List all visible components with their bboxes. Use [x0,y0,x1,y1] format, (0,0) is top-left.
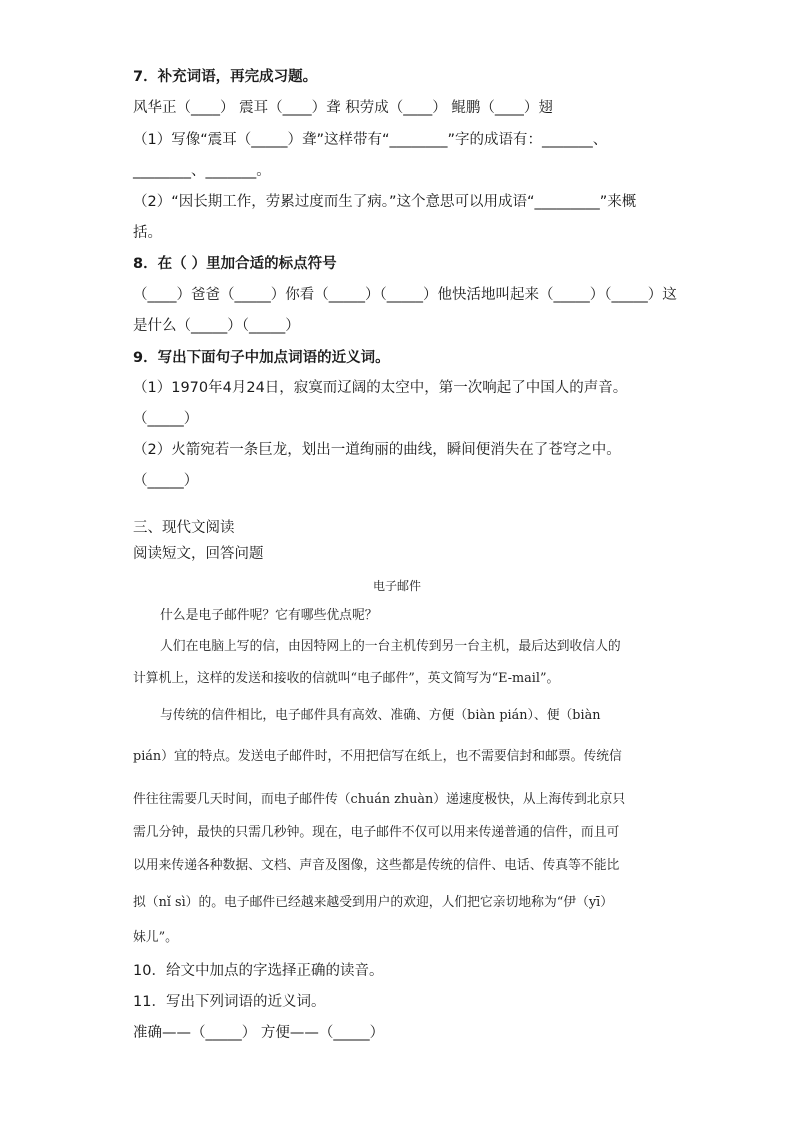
q9-sentence2: （2）火箭宛若一条巨龙，划出一道绚丽的曲线，瞬间便消失在了苍穹之中。 [133,442,621,458]
section-heading: 三、现代文阅读 [133,520,235,536]
passage-paragraph-3-line5: 以用来传递各种数据、文档、声音及图像，这些都是传统的信件、电话、传真等不能比 [133,858,620,873]
passage-paragraph-2-line1: 人们在电脑上写的信，由因特网上的一台主机传到另一台主机，最后达到收信人的 [160,639,621,654]
passage-paragraph-1: 什么是电子邮件呢？它有哪些优点呢？ [160,608,378,623]
section-instruction: 阅读短文，回答问题 [133,546,264,562]
q11-line: 准确——（_____） 方便——（_____） [133,1025,385,1041]
q7-sub2-line2: 括。 [133,225,162,241]
q8-line2: 是什么（_____）（_____） [133,318,300,334]
q7-title: 7．补充词语，再完成习题。 [133,69,318,85]
q10-title: 10．给文中加点的字选择正确的读音。 [133,963,384,979]
q7-sub1-line2: ________、_______。 [133,163,271,179]
q7-sub2-line1: （2）“因长期工作，劳累过度而生了病。”这个意思可以用成语“_________”来概 [133,194,637,210]
q8-title: 8．在（ ）里加合适的标点符号 [133,256,337,272]
passage-paragraph-2-line2: 计算机上，这样的发送和接收的信就叫“电子邮件”，英文简写为“E-mail”。 [133,671,560,686]
q7-sub1-line1: （1）写像“震耳（_____）聋”这样带有“________”字的成语有：_______、 [133,132,608,148]
q9-answer1: （_____） [133,411,199,427]
passage-paragraph-3-line3: 件往往需要几天时间，而电子邮件传（chuán zhuàn）递速度极快，从上海传到北京只 [133,792,626,807]
passage-paragraph-3-line2: pián）宜的特点。发送电子邮件时，不用把信写在纸上，也不需要信封和邮票。传统信 [133,749,622,764]
q9-answer2: （_____） [133,473,199,489]
passage-title: 电子邮件 [372,579,421,593]
q9-sentence1: （1）1970年4月24日，寂寞而辽阔的太空中，第一次响起了中国人的声音。 [133,380,628,396]
passage-paragraph-3-line1: 与传统的信件相比，电子邮件具有高效、准确、方便（biàn pián）、便（biàn [160,708,601,723]
q11-title: 11．写出下列词语的近义词。 [133,994,326,1010]
q8-line1: （____）爸爸（_____）你看（_____）（_____）他快活地叫起来（_____）（_____）这 [133,287,677,303]
q7-words: 风华正（____） 震耳（____）聋 积劳成（____） 鲲鹏（____）翅 [133,100,553,116]
passage-paragraph-3-line7: 妹儿”。 [133,930,178,945]
q9-title: 9．写出下面句子中加点词语的近义词。 [133,350,390,366]
passage-paragraph-3-line4: 需几分钟，最快的只需几秒钟。现在，电子邮件不仅可以用来传递普通的信件，而且可 [133,825,620,840]
passage-paragraph-3-line6: 拟（nǐ sì）的。电子邮件已经越来越受到用户的欢迎，人们把它亲切地称为“伊（yī） [133,895,614,910]
